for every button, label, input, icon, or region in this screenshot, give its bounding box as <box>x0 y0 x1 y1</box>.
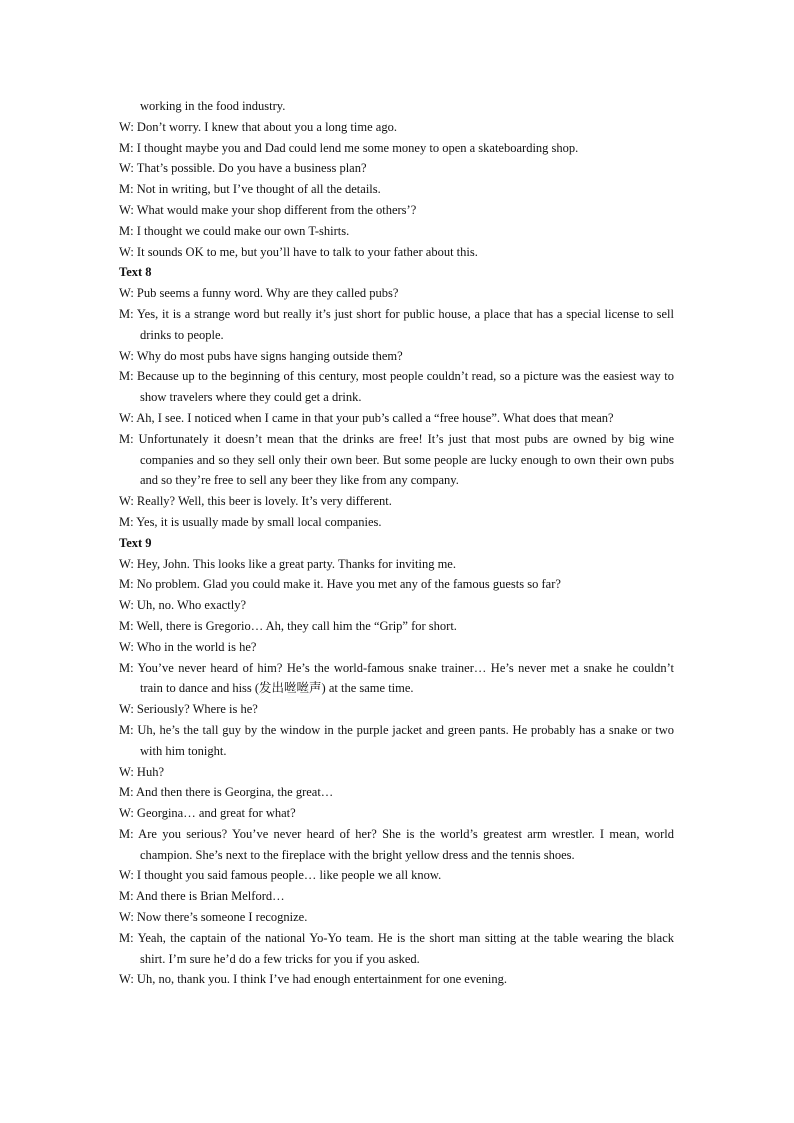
dialogue-line: M: I thought we could make our own T-shirts. <box>119 223 350 238</box>
dialogue-line: M: Yes, it is usually made by small local companies. <box>119 514 382 529</box>
dialogue-line: M: Because up to the beginning of this century, most people couldn’t read, so a picture was the easiest way to show travelers where they could get a drink. <box>119 369 674 405</box>
dialogue-line: M: I thought maybe you and Dad could lend me some money to open a skateboarding shop. <box>119 140 579 155</box>
dialogue-line: M: No problem. Glad you could make it. Have you met any of the famous guests so far? <box>119 577 561 592</box>
dialogue-line: M: Not in writing, but I’ve thought of all the details. <box>119 182 381 197</box>
dialogue-line: M: You’ve never heard of him? He’s the world-famous snake trainer… He’s never met a snake he couldn’t train to dance and hiss (发出咝咝声) at the same time. <box>119 660 674 696</box>
dialogue-line: W: Uh, no. Who exactly? <box>119 598 247 613</box>
dialogue-line: W: Georgina… and great for what? <box>119 806 296 821</box>
dialogue-line: W: It sounds OK to me, but you’ll have to talk to your father about this. <box>119 244 478 259</box>
dialogue-line: W: What would make your shop different from the others’? <box>119 202 417 217</box>
dialogue-line: W: Why do most pubs have signs hanging outside them? <box>119 348 403 363</box>
dialogue-line: M: Well, there is Gregorio… Ah, they call him the “Grip” for short. <box>119 618 457 633</box>
dialogue-line: M: Uh, he’s the tall guy by the window in the purple jacket and green pants. He probably has a snake or two with him tonight. <box>119 722 674 758</box>
dialogue-line: W: Who in the world is he? <box>119 639 257 654</box>
dialogue-line: W: Really? Well, this beer is lovely. It’s very different. <box>119 494 392 509</box>
dialogue-line: M: Unfortunately it doesn’t mean that the drinks are free! It’s just that most pubs are owned by big wine companies and so they sell only their own beer. But some people are lucky enough to own their own pubs and so they’re free to sell any beer they like from any company. <box>119 431 674 488</box>
dialogue-line: W: Ah, I see. I noticed when I came in that your pub’s called a “free house”. What does that mean? <box>119 410 614 425</box>
dialogue-line: W: Don’t worry. I knew that about you a long time ago. <box>119 119 397 134</box>
section-heading: Text 9 <box>119 535 152 550</box>
dialogue-line: W: That’s possible. Do you have a business plan? <box>119 161 367 176</box>
dialogue-line-continuation: working in the food industry. <box>140 99 286 113</box>
dialogue-line: M: Yes, it is a strange word but really it’s just short for public house, a place that has a special license to sell drinks to people. <box>119 306 674 342</box>
section-heading: Text 8 <box>119 265 152 280</box>
dialogue-line: W: Seriously? Where is he? <box>119 702 258 717</box>
dialogue-line: W: Now there’s someone I recognize. <box>119 910 308 925</box>
dialogue-line: W: Huh? <box>119 764 165 779</box>
dialogue-line: M: Yeah, the captain of the national Yo-Yo team. He is the short man sitting at the table wearing the black shirt. I’m sure he’d do a few tricks for you if you asked. <box>119 930 674 966</box>
dialogue-line: W: Uh, no, thank you. I think I’ve had enough entertainment for one evening. <box>119 972 507 987</box>
dialogue-line: M: And then there is Georgina, the great… <box>119 785 334 800</box>
dialogue-line: W: Hey, John. This looks like a great party. Thanks for inviting me. <box>119 556 456 571</box>
dialogue-line: M: Are you serious? You’ve never heard of her? She is the world’s greatest arm wrestler. I mean, world champion. She’s next to the fireplace with the bright yellow dress and the tennis shoes. <box>119 826 674 862</box>
dialogue-transcript <box>119 96 674 990</box>
dialogue-line: W: I thought you said famous people… like people we all know. <box>119 868 442 883</box>
dialogue-line: M: And there is Brian Melford… <box>119 889 285 904</box>
dialogue-line: W: Pub seems a funny word. Why are they called pubs? <box>119 286 399 301</box>
